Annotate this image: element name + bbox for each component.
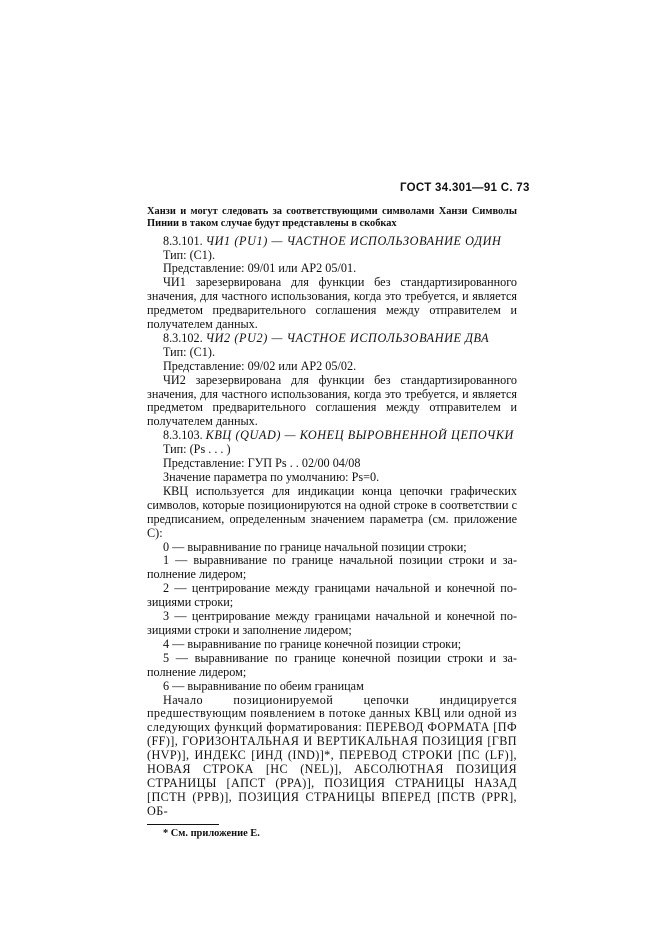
section-103-description: КВЦ используется для индикации конца цепочки графических символов, которые позиционируются на одной строке в соответствии с предписанием, определенным значением параметра (см. приложение С): [147, 483, 517, 540]
section-103-title: КВЦ (QUAD) — КОНЕЦ ВЫРОВНЕННОЙ ЦЕПОЧКИ [205, 428, 514, 443]
section-102-heading [147, 332, 517, 346]
page-header: ГОСТ 34.301—91 С. 73 [400, 182, 530, 194]
list-item: 3 — центрирование между границами начальной и конечной позициями строки и заполнение лидером; [147, 609, 517, 637]
section-101-representation: Представление: 09/01 или АР2 05/01. [163, 261, 357, 276]
list-item: 2 — центрирование между границами начальной и конечной позициями строки; [147, 581, 517, 610]
section-102-number: 8.3.102. [163, 330, 203, 345]
section-101-type: Тип: (C1). [163, 247, 216, 262]
section-101-description: ЧИ1 зарезервирована для функции без стандартизированного значения, для частного использования, когда это требуется, и является предметом предварительного соглашения между отправителем и получателем данных. [147, 275, 517, 332]
section-103-number: 8.3.103. [163, 428, 203, 443]
list-item: 0 — выравнивание по границе начальной позиции строки; [163, 539, 467, 554]
section-102-representation: Представление: 09/02 или АР2 05/02. [163, 358, 357, 373]
section-102-description: ЧИ2 зарезервирована для функции без стандартизированного значения, для частного использования, когда это требуется, и является предметом предварительного соглашения между отправителем и получателем данных. [147, 372, 517, 429]
footnote-divider [147, 824, 219, 825]
list-item: 5 — выравнивание по границе конечной позиции строки и заполнение лидером; [147, 650, 517, 679]
intro-text: Ханзи и могут следовать за соответствующими символами Ханзи Символы Пинии в таком случае будут представлены в скобках [147, 206, 517, 229]
section-103-final-paragraph: Начало позиционируемой цепочки индицируется предшествующим появлением в потоке данных КВЦ или одной из следующих функций форматирования: ПЕРЕВОД ФОРМАТА [ПФ (FF)], ГОРИЗОНТАЛЬНАЯ И ВЕРТИКАЛЬНАЯ ПОЗИЦИЯ [ГВП (HVP)], ИНДЕКС [ИНД (IND)]*, ПЕРЕВОД СТРОКИ [ПС (LF)], НОВАЯ СТРОКА [НС (NEL)], АБСОЛЮТНАЯ ПОЗИЦИЯ СТРАНИЦЫ [АПСТ (PPA)], ПОЗИЦИЯ СТРАНИЦЫ НАЗАД [ПСТН (PPB)], ПОЗИЦИЯ СТРАНИЦЫ ВПЕРЕД [ПСТВ (PPR], ОБ- [147, 692, 517, 818]
section-101-title: ЧИ1 (PU1) — ЧАСТНОЕ ИСПОЛЬЗОВАНИЕ ОДИН [205, 233, 502, 248]
footnote: * См. приложение Е. [163, 827, 260, 839]
section-101-number: 8.3.101. [163, 233, 203, 248]
list-item: 4 — выравнивание по границе конечной позиции строки; [163, 636, 462, 651]
list-item: 6 — выравнивание по обеим границам [163, 678, 364, 693]
section-101-heading [147, 235, 517, 249]
section-103-representation: Представление: ГУП Ps . . 02/00 04/08 [163, 456, 361, 471]
section-102-type: Тип: (C1). [163, 344, 216, 359]
section-102-title: ЧИ2 (PU2) — ЧАСТНОЕ ИСПОЛЬЗОВАНИЕ ДВА [205, 330, 490, 345]
page-body [147, 206, 517, 840]
list-item: 1 — выравнивание по границе начальной позиции строки и заполнение лидером; [147, 553, 517, 582]
section-103-heading [147, 429, 517, 443]
section-103-type: Тип: (Ps . . . ) [163, 442, 231, 457]
section-103-default: Значение параметра по умолчанию: Ps=0. [163, 470, 380, 484]
